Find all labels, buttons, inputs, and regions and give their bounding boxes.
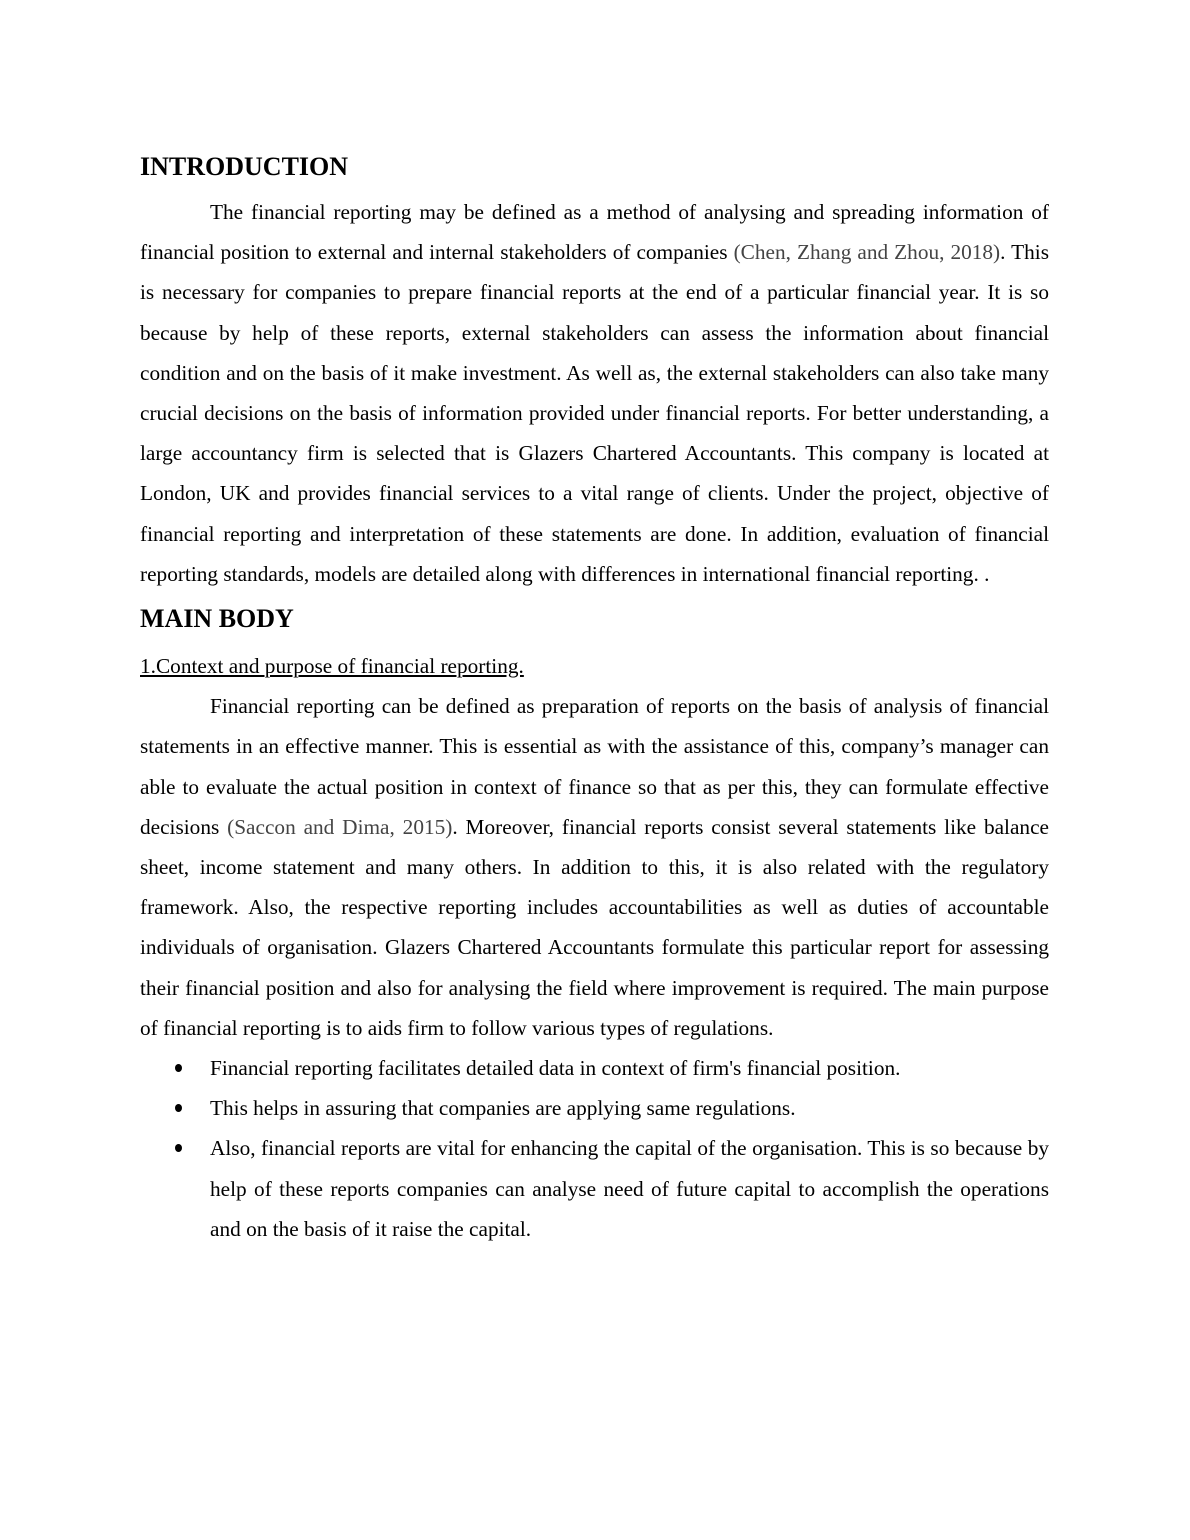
bullet-list <box>140 1048 1049 1249</box>
bullet-icon <box>175 1144 182 1152</box>
main-body-heading: MAIN BODY <box>140 604 294 634</box>
citation: (Saccon and Dima, 2015) <box>227 814 453 839</box>
section-subheading: 1.Context and purpose of financial reporting. <box>140 654 524 679</box>
paragraph-text: The financial reporting may be defined as a method of analysing and spreading information of financial position to external and internal stakeholders of companies <box>140 200 1049 265</box>
introduction-paragraph <box>140 192 1049 594</box>
list-item-text: Also, financial reports are vital for enhancing the capital of the organisation. This is so because by help of these reports companies can analyse need of future capital to accomplish the operations and on the basis of it raise the capital. <box>210 1136 1049 1241</box>
citation: (Chen, Zhang and Zhou, 2018) <box>733 240 1001 265</box>
list-item <box>140 1088 1049 1128</box>
paragraph-text: . Moreover, financial reports consist several statements like balance sheet, income statement and many others. In addition to this, it is also related with the regulatory framework. Also, the respective reporting includes accountabilities as well as duties of accountable individuals of organisation. Glazers Chartered Accountants formulate this particular report for assessing their financial position and also for analysing the field where improvement is required. The main purpose of financial reporting is to aids firm to follow various types of regulations. <box>140 814 1049 1040</box>
introduction-heading: INTRODUCTION <box>140 152 349 181</box>
list-item-text: Financial reporting facilitates detailed data in context of firm's financial position. <box>210 1056 901 1081</box>
paragraph-text: Financial reporting can be defined as preparation of reports on the basis of analysis of financial statements in an effective manner. This is essential as with the assistance of this, company’s manager can able to evaluate the actual position in context of finance so that as per this, they can formulate effective decisions <box>140 694 1049 839</box>
list-item-text: This helps in assuring that companies are applying same regulations. <box>210 1096 796 1121</box>
list-item <box>140 1048 1049 1088</box>
paragraph-text: . This is necessary for companies to prepare financial reports at the end of a particular financial year. It is so because by help of these reports, external stakeholders can assess the information about financial condition and on the basis of it make investment. As well as, the external stakeholders can also take many crucial decisions on the basis of information provided under financial reports. For better understanding, a large accountancy firm is selected that is Glazers Chartered Accountants. This company is located at London, UK and provides financial services to a vital range of clients. Under the project, objective of financial reporting and interpretation of these statements are done. In addition, evaluation of financial reporting standards, models are detailed along with differences in international financial reporting. . <box>140 240 1049 586</box>
bullet-icon <box>175 1064 182 1072</box>
list-item <box>140 1128 1049 1249</box>
bullet-icon <box>175 1104 182 1112</box>
document-page <box>140 148 1049 1249</box>
main-body-paragraph <box>140 686 1049 1048</box>
